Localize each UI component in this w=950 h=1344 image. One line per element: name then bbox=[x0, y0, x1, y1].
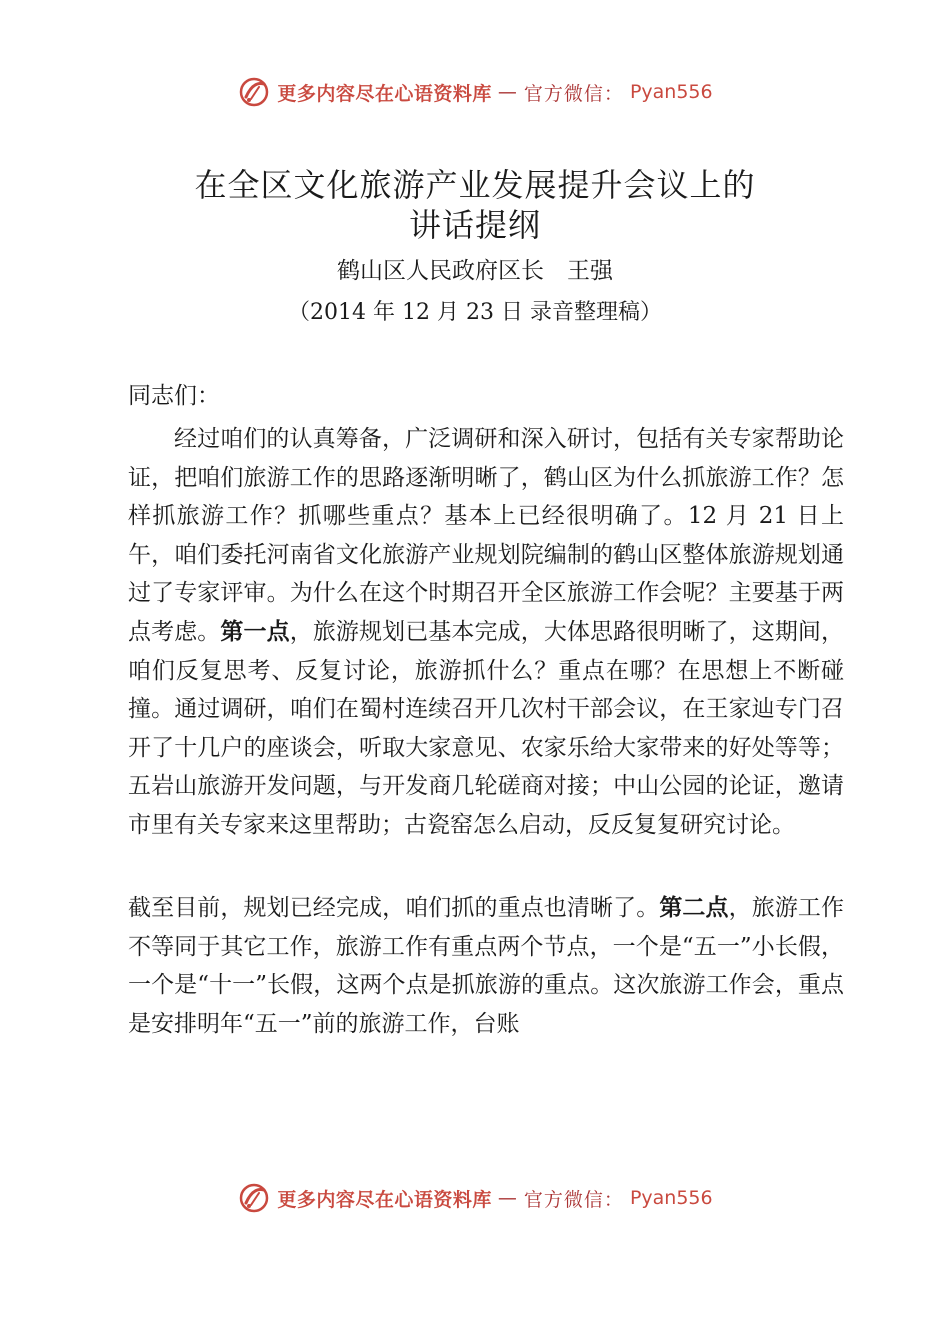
brush-logo-icon bbox=[237, 1181, 271, 1215]
document-dateline: （2014 年 12 月 23 日 录音整理稿） bbox=[288, 300, 662, 325]
paragraph-2 bbox=[128, 889, 844, 1043]
footer-watermark bbox=[0, 1178, 950, 1218]
paragraph-1 bbox=[128, 420, 844, 845]
paragraph-2-highlight: 第二点 bbox=[659, 895, 729, 921]
watermark-dash: — bbox=[497, 1187, 518, 1209]
paragraph-2-text-b: ，旅游工作不等同于其它工作，旅游工作有重点两个节点，一个是“五一”小长假，一个是“十一”长假，这两个点是抓旅游的重点。这次旅游工作会，重点是安排明年“五一”前的旅游工作，台账 bbox=[128, 895, 845, 1037]
paragraph-1-text-b: ，旅游规划已基本完成，大体思路很明晰了，这期间，咱们反复思考、反复讨论，旅游抓什么？重点在哪？在思想上不断碰撞。通过调研，咱们在蜀村连续召开几次村干部会议，在王家辿专门召开了十几户的座谈会，听取大家意见、农家乐给大家带来的好处等等；五岩山旅游开发问题，与开发商几轮磋商对接；中山公园的论证，邀请市里有关专家来这里帮助；古瓷窑怎么启动，反反复复研究讨论。 bbox=[128, 618, 845, 838]
watermark-wechat-id: Pyan556 bbox=[629, 1187, 713, 1209]
paragraph-1-highlight: 第一点 bbox=[220, 618, 290, 645]
watermark-wechat-label: 官方微信： bbox=[523, 1188, 624, 1211]
brush-logo-icon bbox=[237, 75, 271, 109]
document-title-line1: 在全区文化旅游产业发展提升会议上的 bbox=[194, 166, 756, 204]
document-author: 鹤山区人民政府区长 王强 bbox=[337, 258, 613, 284]
paragraph-2-text-a: 截至目前，规划已经完成，咱们抓的重点也清晰了。 bbox=[128, 895, 660, 921]
watermark-main-text: 更多内容尽在心语资料库 bbox=[277, 1188, 492, 1211]
greeting: 同志们： bbox=[128, 383, 220, 409]
paragraph-1-text-a: 经过咱们的认真筹备，广泛调研和深入研讨，包括有关专家帮助论证，把咱们旅游工作的思路逐渐明晰了，鹤山区为什么抓旅游工作？怎样抓旅游工作？抓哪些重点？基本上已经很明确了。12 月 21 日上午，咱们委托河南省文化旅游产业规划院编制的鹤山区整体旅游规划通过了专家评审。为什么在这个时期召开全区旅游工作会呢？主要基于两点考虑。 bbox=[128, 426, 844, 645]
header-watermark bbox=[0, 72, 950, 112]
watermark-main-text: 更多内容尽在心语资料库 bbox=[277, 82, 492, 105]
watermark-wechat-label: 官方微信： bbox=[523, 82, 624, 105]
watermark-wechat-id: Pyan556 bbox=[629, 81, 713, 103]
document-title-line2: 讲话提纲 bbox=[408, 206, 541, 244]
watermark-dash: — bbox=[497, 81, 518, 103]
